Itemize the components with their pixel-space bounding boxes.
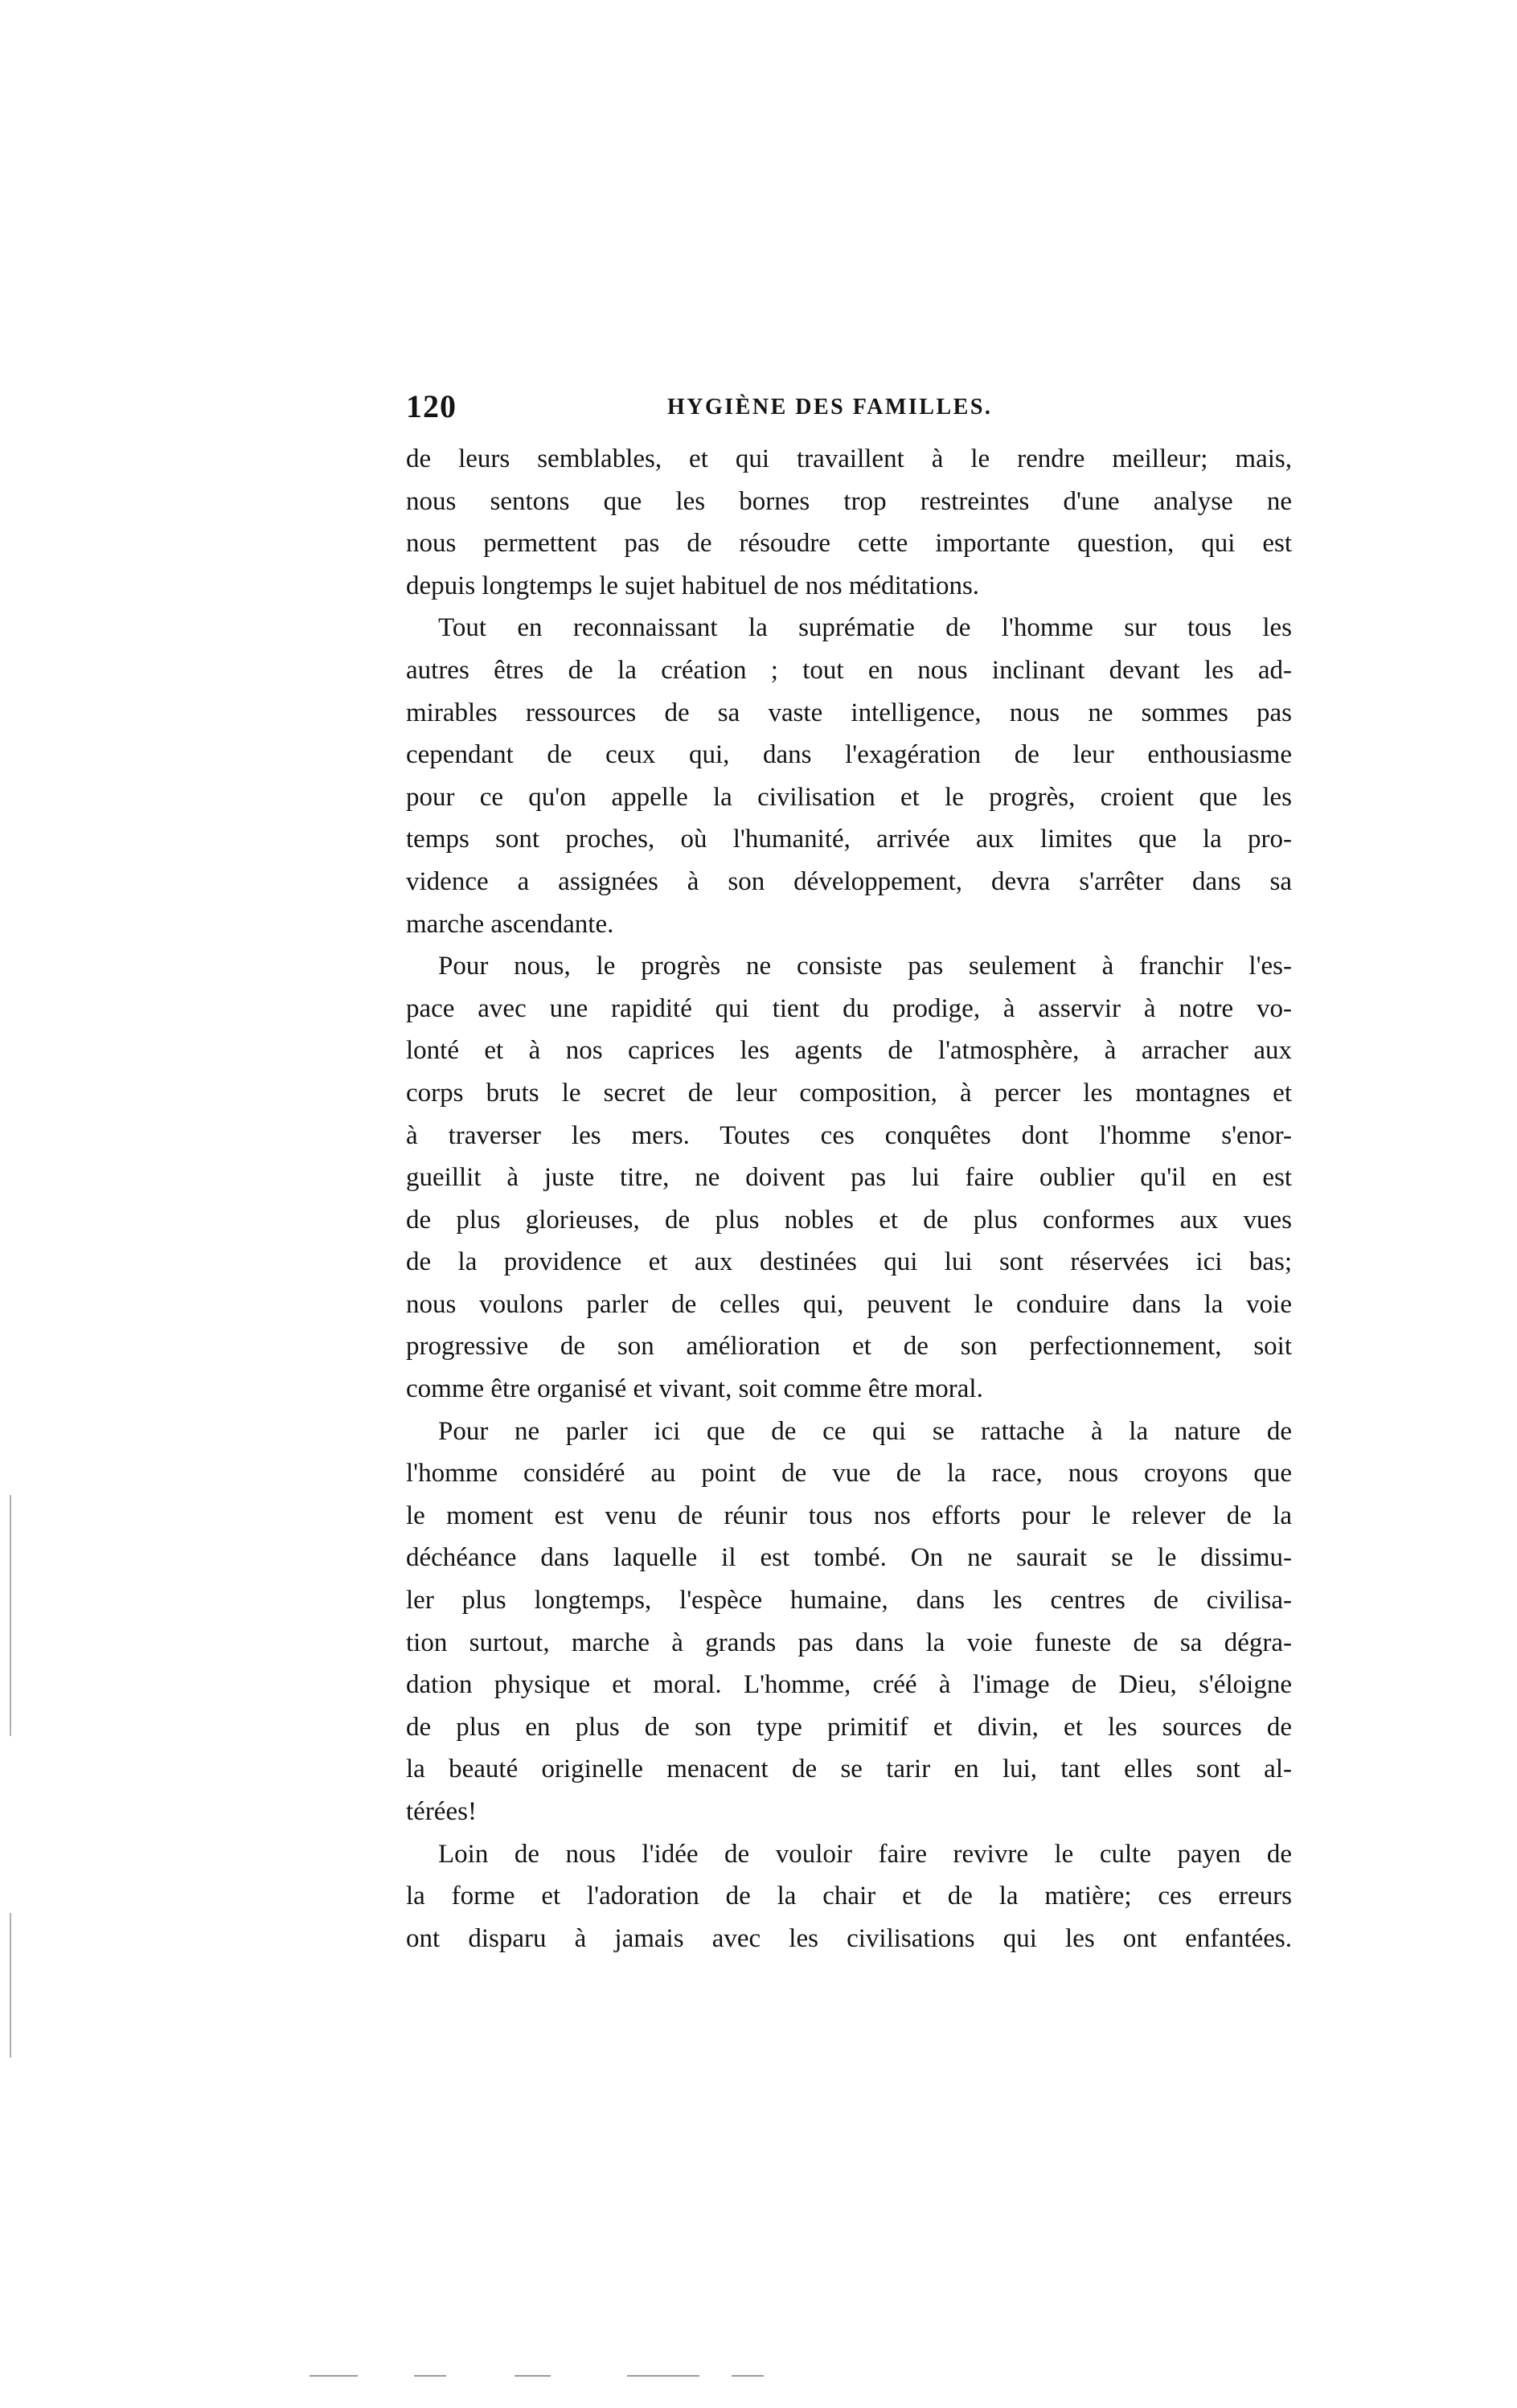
text-line: depuis longtemps le sujet habituel de nos méditations. [406, 571, 980, 600]
page-number: 120 [406, 388, 457, 424]
text-line: progressive de son amélioration et de son perfectionnement, soit [406, 1332, 1292, 1362]
text-line: nous voulons parler de celles qui, peuvent le conduire dans la voie [406, 1289, 1292, 1319]
text-line: corps bruts le secret de leur composition, à percer les montagnes et [406, 1078, 1292, 1108]
text-line: Loin de nous l'idée de vouloir faire revivre le culte payen de [438, 1839, 1292, 1869]
text-line: temps sont proches, où l'humanité, arrivée aux limites que la pro- [406, 825, 1292, 854]
text-line: térées! [406, 1797, 477, 1826]
text-line: dation physique et moral. L'homme, créé à l'image de Dieu, s'éloigne [406, 1670, 1292, 1700]
text-line: nous permettent pas de résoudre cette importante question, qui est [406, 529, 1292, 559]
text-line: déchéance dans laquelle il est tombé. On ne saurait se le dissimu- [406, 1543, 1292, 1573]
scan-artifact [732, 2375, 764, 2377]
body-text [406, 438, 1292, 1960]
scan-artifact [515, 2375, 551, 2377]
text-line: tion surtout, marche à grands pas dans la voie funeste de sa dégra- [406, 1628, 1292, 1657]
text-line: la forme et l'adoration de la chair et de la matière; ces erreurs [406, 1882, 1292, 1911]
text-line: Pour ne parler ici que de ce qui se rattache à la nature de [438, 1416, 1292, 1446]
running-header [406, 387, 1292, 428]
text-line: Pour nous, le progrès ne consiste pas seulement à franchir l'es- [438, 952, 1292, 981]
text-line: la beauté originelle menacent de se tarir en lui, tant elles sont al- [406, 1755, 1292, 1784]
text-line: Tout en reconnaissant la suprématie de l'homme sur tous les [438, 613, 1292, 643]
text-line: de plus en plus de son type primitif et divin, et les sources de [406, 1712, 1292, 1742]
scan-artifact [10, 1913, 11, 2058]
text-line: nous sentons que les bornes trop restreintes d'une analyse ne [406, 486, 1292, 516]
text-line: le moment est venu de réunir tous nos efforts pour le relever de la [406, 1501, 1292, 1530]
text-line: pour ce qu'on appelle la civilisation et le progrès, croient que les [406, 782, 1292, 812]
scan-artifact [310, 2375, 358, 2377]
text-line: ler plus longtemps, l'espèce humaine, dans les centres de civilisa- [406, 1586, 1292, 1616]
scan-artifact [10, 1495, 11, 1736]
text-line: vidence a assignées à son développement, devra s'arrêter dans sa [406, 866, 1292, 896]
text-line: ont disparu à jamais avec les civilisations qui les ont enfantées. [406, 1923, 1292, 1953]
running-title: HYGIÈNE DES FAMILLES. [667, 395, 993, 420]
text-line: mirables ressources de sa vaste intelligence, nous ne sommes pas [406, 698, 1292, 727]
text-line: gueillit à juste titre, ne doivent pas lui faire oublier qu'il en est [406, 1163, 1292, 1193]
text-line: marche ascendante. [406, 909, 614, 939]
scan-artifact [627, 2375, 699, 2377]
text-line: comme être organisé et vivant, soit comme être moral. [406, 1374, 983, 1404]
scan-artifact [414, 2375, 446, 2377]
text-line: cependant de ceux qui, dans l'exagération de leur enthousiasme [406, 740, 1292, 770]
text-line: autres êtres de la création ; tout en nous inclinant devant les ad- [406, 655, 1292, 685]
text-line: à traverser les mers. Toutes ces conquêtes dont l'homme s'enor- [406, 1120, 1292, 1150]
text-line: de la providence et aux destinées qui lui sont réservées ici bas; [406, 1247, 1292, 1277]
text-line: pace avec une rapidité qui tient du prodige, à asservir à notre vo- [406, 993, 1292, 1023]
text-line: l'homme considéré au point de vue de la race, nous croyons que [406, 1459, 1292, 1489]
text-line: de plus glorieuses, de plus nobles et de plus conformes aux vues [406, 1205, 1292, 1235]
text-line: lonté et à nos caprices les agents de l'atmosphère, à arracher aux [406, 1036, 1292, 1066]
text-line: de leurs semblables, et qui travaillent à le rendre meilleur; mais, [406, 444, 1292, 473]
